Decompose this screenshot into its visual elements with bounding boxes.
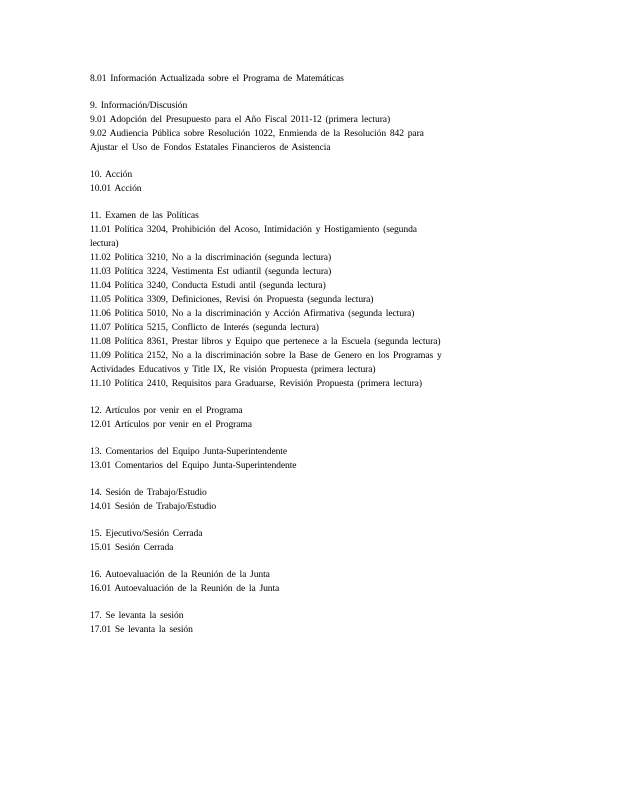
section-heading: 17. Se levanta la sesión xyxy=(90,610,184,621)
agenda-item-11-03: 11.03 Política 3224, Vestimenta Est udiantil (segunda lectura) xyxy=(90,266,332,277)
agenda-section-13 xyxy=(90,445,530,473)
agenda-section-11 xyxy=(90,209,530,391)
agenda-item-11-09-cont: Actividades Educativos y Title IX, Re visión Propuesta (primera lectura) xyxy=(90,364,376,375)
agenda-item-10-01: 10.01 Acción xyxy=(90,183,142,194)
agenda-item-15-01: 15.01 Sesión Cerrada xyxy=(90,542,174,553)
agenda-item-11-06: 11.06 Política 5010, No a la discriminación y Acción Afirmativa (segunda lectura) xyxy=(90,308,415,319)
section-heading: 14. Sesión de Trabajo/Estudio xyxy=(90,487,207,498)
agenda-section-9 xyxy=(90,99,530,155)
agenda-item-17-01: 17.01 Se levanta la sesión xyxy=(90,624,193,635)
agenda-section-10 xyxy=(90,168,530,196)
agenda-document xyxy=(90,72,530,650)
section-heading: 13. Comentarios del Equipo Junta-Superintendente xyxy=(90,446,288,457)
agenda-section-16 xyxy=(90,568,530,596)
agenda-section-8 xyxy=(90,72,530,86)
agenda-item-16-01: 16.01 Autoevaluación de la Reunión de la Junta xyxy=(90,583,280,594)
agenda-item-11-09: 11.09 Política 2152, No a la discriminación sobre la Base de Genero en los Programas y xyxy=(90,350,442,361)
agenda-item-9-01: 9.01 Adopción del Presupuesto para el Año Fiscal 2011-12 (primera lectura) xyxy=(90,114,391,125)
section-heading: 9. Información/Discusión xyxy=(90,100,188,111)
agenda-item-11-07: 11.07 Política 5215, Conflicto de Interés (segunda lectura) xyxy=(90,322,319,333)
agenda-section-14 xyxy=(90,486,530,514)
agenda-section-17 xyxy=(90,609,530,637)
section-heading: 10. Acción xyxy=(90,169,133,180)
section-heading: 16. Autoevaluación de la Reunión de la Junta xyxy=(90,569,270,580)
agenda-item-12-01: 12.01 Artículos por venir en el Programa xyxy=(90,419,252,430)
agenda-item-11-10: 11.10 Política 2410, Requisitos para Graduarse, Revisión Propuesta (primera lectura) xyxy=(90,378,422,389)
agenda-item-11-05: 11.05 Política 3309, Definiciones, Revisi ón Propuesta (segunda lectura) xyxy=(90,294,374,305)
agenda-item-11-08: 11.08 Política 8361, Prestar libros y Equipo que pertenece a la Escuela (segunda lectura) xyxy=(90,336,441,347)
section-heading: 12. Artículos por venir en el Programa xyxy=(90,405,243,416)
section-heading: 15. Ejecutivo/Sesión Cerrada xyxy=(90,528,203,539)
agenda-item-11-01-cont: lectura) xyxy=(90,238,119,249)
agenda-item-8-01: 8.01 Información Actualizada sobre el Programa de Matemáticas xyxy=(90,73,344,84)
agenda-item-11-01: 11.01 Política 3204, Prohibición del Acoso, Intimidación y Hostigamiento (segunda xyxy=(90,224,417,235)
section-heading: 11. Examen de las Políticas xyxy=(90,210,199,221)
agenda-item-11-04: 11.04 Política 3240, Conducta Estudi antil (segunda lectura) xyxy=(90,280,326,291)
agenda-item-9-02: 9.02 Audiencia Pública sobre Resolución 1022, Enmienda de la Resolución 842 para xyxy=(90,128,424,139)
agenda-section-12 xyxy=(90,404,530,432)
agenda-section-15 xyxy=(90,527,530,555)
agenda-item-14-01: 14.01 Sesión de Trabajo/Estudio xyxy=(90,501,217,512)
agenda-item-9-02-cont: Ajustar el Uso de Fondos Estatales Financieros de Asistencia xyxy=(90,142,331,153)
agenda-item-13-01: 13.01 Comentarios del Equipo Junta-Superintendente xyxy=(90,460,297,471)
agenda-item-11-02: 11.02 Política 3210, No a la discriminación (segunda lectura) xyxy=(90,252,332,263)
